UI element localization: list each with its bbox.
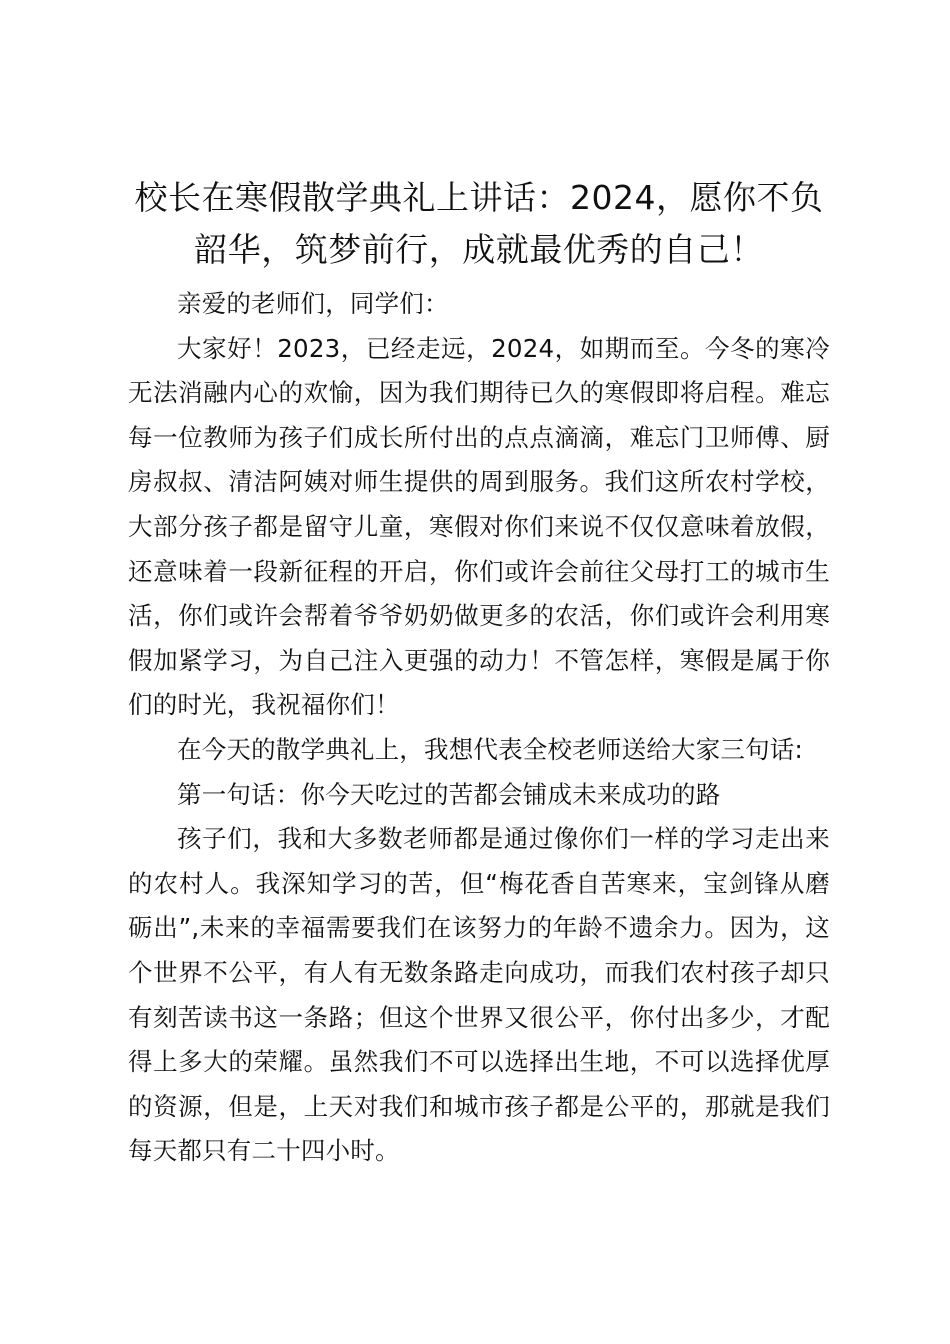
paragraph-first-sentence-body: 孩子们，我和大多数老师都是通过像你们一样的学习走出来的农村人。我深知学习的苦，但“梅花香自苦寒来，宝剑锋从磨砺出”,未来的幸福需要我们在该努力的年龄不遗余力。因为，这个世界不公平，有人有无数条路走向成功，而我们农村孩子却只有刻苦读书这一条路；但这个世界又很公平，你付出多少，才配得上多大的荣耀。虽然我们不可以选择出生地，不可以选择优厚的资源，但是，上天对我们和城市孩子都是公平的，那就是我们每天都只有二十四小时。 — [128, 824, 830, 1166]
paragraph-greeting: 大家好！2023，已经走远，2024，如期而至。今冬的寒冷无法消融内心的欢愉，因为我们期待已久的寒假即将启程。难忘每一位教师为孩子们成长所付出的点点滴滴，难忘门卫师傅、厨房叔叔、清洁阿姨对师生提供的周到服务。我们这所农村学校，大部分孩子都是留守儿童，寒假对你们来说不仅仅意味着放假，还意味着一段新征程的开启，你们或许会前往父母打工的城市生活，你们或许会帮着爷爷奶奶做更多的农活，你们或许会利用寒假加紧学习，为自己注入更强的动力！不管怎样，寒假是属于你们的时光，我祝福你们！ — [128, 333, 830, 720]
paragraph-first-sentence-heading: 第一句话：你今天吃过的苦都会铺成未来成功的路 — [177, 779, 721, 809]
document-title: 校长在寒假散学典礼上讲话：2024，愿你不负韶华，筑梦前行，成就最优秀的自己！ — [134, 178, 824, 269]
paragraph-salutation: 亲爱的老师们，同学们： — [177, 289, 449, 318]
document-body — [128, 282, 830, 1174]
paragraph-intro-three-sentences: 在今天的散学典礼上，我想代表全校老师送给大家三句话: — [177, 734, 803, 764]
